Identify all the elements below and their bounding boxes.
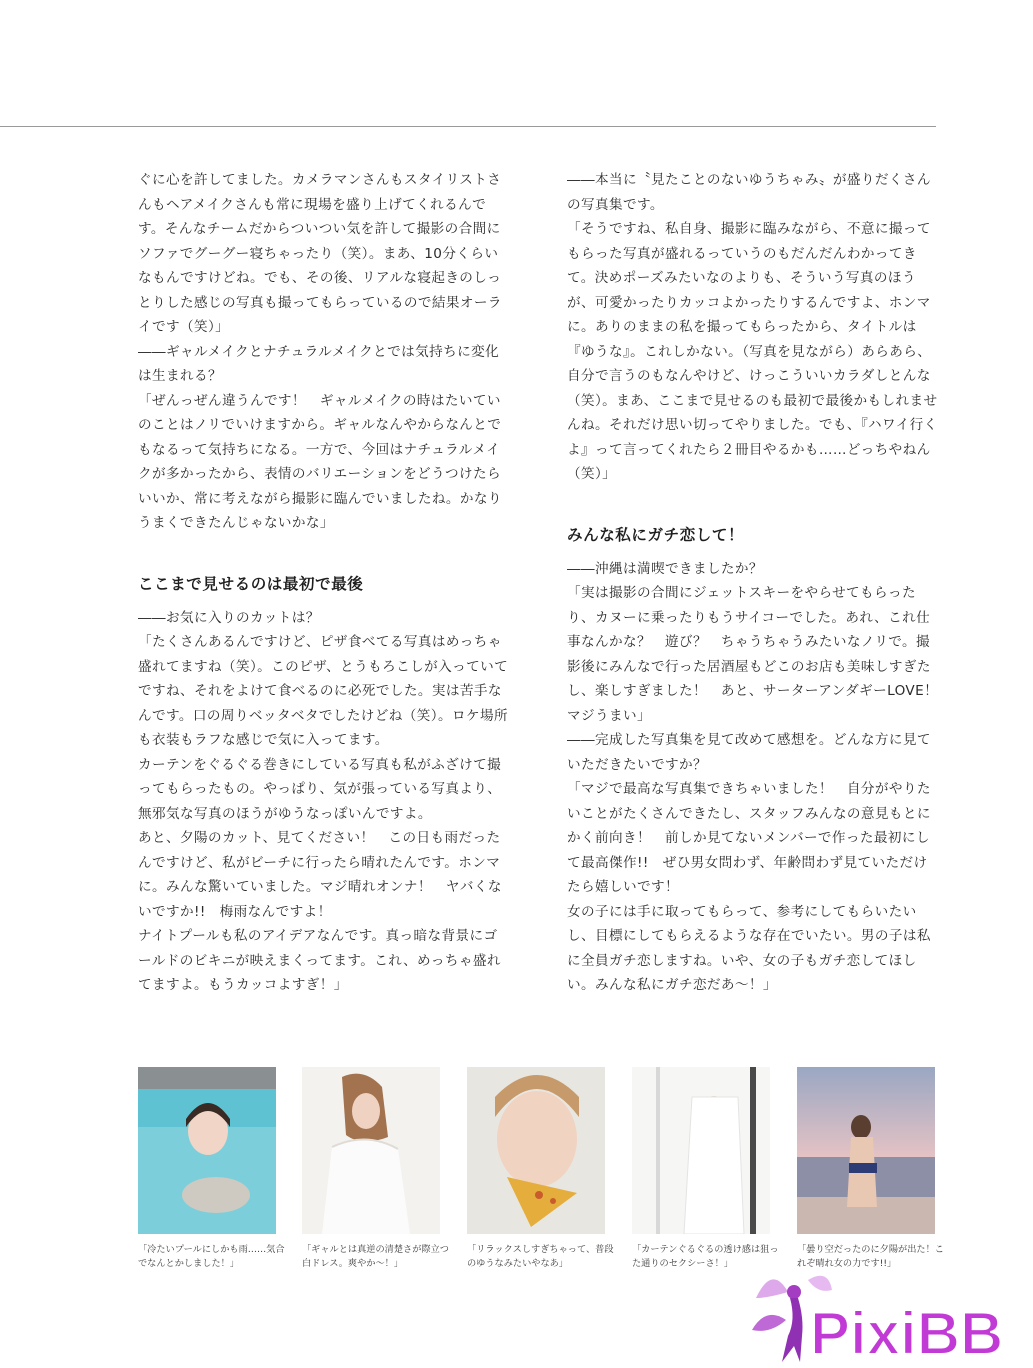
photo-caption: 「曇り空だったのに夕陽が出た！これぞ晴れ女の力です!!」 [797, 1244, 944, 1269]
question: ――お気に入りのカットは？ [138, 609, 320, 626]
photo-caption: 「ギャルとは真逆の清楚さが際立つ白ドレス。爽やか〜！」 [302, 1244, 449, 1269]
question: ――ギャルメイクとナチュラルメイクとでは気持ちに変化は生まれる？ [138, 343, 500, 384]
paragraph: あと、夕陽のカット、見てください！ この日も雨だったんですけど、私がビーチに行ったら晴れたんです。ホンマに。みんな驚いていました。マジ晴れオンナ！ ヤバくないですか!! 梅雨なんですよ！ [138, 830, 502, 920]
paragraph: 「マジで最高な写真集できちゃいました！ 自分がやりたいことがたくさんできたし、スタッフみんなの意見もとにかく前向き！ 前しか見てないメンバーで作った最初にして最高傑作!! ぜひ男女問わず、年齢問わず見ていただけたら嬉しいです！ [567, 781, 931, 895]
paragraph: ぐに心を許してました。カメラマンさんもスタイリストさんもヘアメイクさんも常に現場を盛り上げてくれるんです。そんなチームだからついつい気を許して撮影の合間にソファでグーグー寝ちゃったり（笑）。まあ、10分くらいなもんですけどね。でも、その後、リアルな寝起きのしっとりした感じの写真も撮ってもらっているので結果オーライです（笑）」 [138, 172, 502, 335]
photo-pool [138, 1067, 276, 1234]
paragraph: 「たくさんあるんですけど、ピザ食べてる写真はめっちゃ盛れてますね（笑）。このピザ、とうもろこしが入っていてですね、それをよけて食べるのに必死でした。実は苦手なんです。口の周りベッタベタでしたけどね（笑）。ロケ場所も衣装もラフな感じで気に入ってます。 [138, 634, 509, 748]
watermark-logo [748, 1258, 1030, 1366]
photo-white-dress [302, 1067, 440, 1234]
paragraph: 「ぜんっぜん違うんです！ ギャルメイクの時はたいていのことはノリでいけますから。ギャルなんやからなんとでもなるって気持ちになる。一方で、今回はナチュラルメイクが多かったから、表情のバリエーションをどうつけたらいいか、常に考えながら撮影に臨んでいましたね。かなりうまくできたんじゃないかな」 [138, 392, 502, 531]
left-column [138, 168, 510, 998]
paragraph: 「そうですね、私自身、撮影に臨みながら、不意に撮ってもらった写真が盛れるっていうのもだんだんわかってきて。決めポーズみたいなのよりも、そういう写真のほうが、可愛かったりカッコよかったりするんですよ、ホンマに。ありのままの私を撮ってもらったから、タイトルは『ゆうな』。これしかない。（写真を見ながら）あらあら、自分で言うのもなんやけど、けっこういいカラダしとんな（笑）。まあ、ここまで見せるのも最初で最後かもしれませんね。それだけ思い切ってやりました。でも、『ハワイ行くよ』って言ってくれたら２冊目やるかも……どっちやねん（笑）」 [567, 221, 938, 482]
photo-caption: 「リラックスしすぎちゃって、普段のゆうなみたいやなあ」 [467, 1244, 614, 1269]
paragraph: 女の子には手に取ってもらって、参考にしてもらいたいし、目標にしてもらえるような存在でいたい。男の子は私に全員ガチ恋しますね。いや、女の子もガチ恋してほしい。みんな私にガチ恋だあ〜！」 [567, 903, 931, 993]
question: ――沖縄は満喫できましたか？ [567, 560, 763, 577]
right-column [567, 168, 953, 998]
photo-caption: 「カーテンぐるぐるの透け感は狙った通りのセクシーさ！」 [632, 1244, 779, 1269]
section-heading: ここまで見せるのは最初で最後 [138, 574, 364, 593]
photo-sunset-beach [797, 1067, 935, 1234]
watermark-text: PixiBB [810, 1300, 1004, 1366]
section-heading: みんな私にガチ恋して！ [567, 525, 745, 544]
photo-caption: 「冷たいプールにしかも雨……気合でなんとかしました！」 [138, 1244, 285, 1269]
header-rule [0, 126, 936, 127]
paragraph: 「実は撮影の合間にジェットスキーをやらせてもらったり、カヌーに乗ったりもうサイコーでした。あれ、これ仕事なんかな？ 遊び？ ちゃうちゃうみたいなノリで。撮影後にみんなで行った居酒屋もどこのお店も美味しすぎたし、楽しすぎました！ あと、サーターアンダギーLOVE！ マジうまい」 [567, 585, 953, 724]
question: ――完成した写真集を見て改めて感想を。どんな方に見ていただきたいですか？ [567, 732, 931, 773]
photo-pizza [467, 1067, 605, 1234]
photo-curtain [632, 1067, 770, 1234]
paragraph: ナイトプールも私のアイデアなんです。真っ暗な背景にゴールドのビキニが映えまくってます。これ、めっちゃ盛れてますよ。もうカッコよすぎ！」 [138, 928, 501, 993]
question: ――本当に〝見たことのないゆうちゃみ〟が盛りだくさんの写真集です。 [567, 172, 931, 213]
paragraph: カーテンをぐるぐる巻きにしている写真も私がふざけて撮ってもらったもの。やっぱり、気が張っている写真より、無邪気な写真のほうがゆうなっぽいんですよ。 [138, 756, 502, 822]
